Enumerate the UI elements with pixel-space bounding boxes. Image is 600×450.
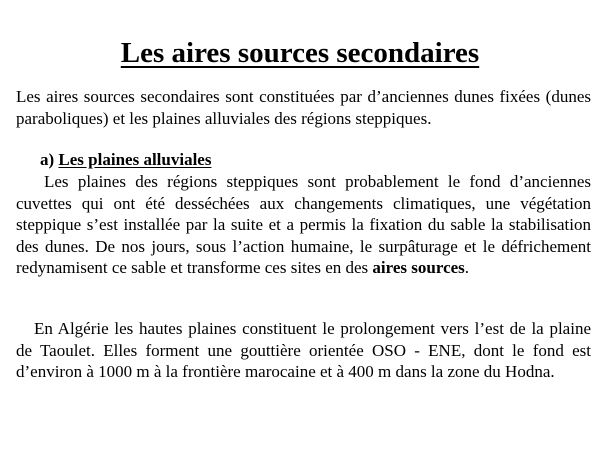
section-heading <box>40 149 211 171</box>
section-heading-text: Les plaines alluviales <box>58 150 212 169</box>
page-title-text: Les aires sources secondaires <box>120 37 480 69</box>
intro-paragraph: Les aires sources secondaires sont constituées par d’anciennes dunes fixées (dunes paraboliques) et les plaines alluviales des régions steppiques. <box>16 87 591 128</box>
page-title <box>0 36 600 70</box>
aires-sources-emphasis: aires sources <box>372 258 465 277</box>
algerie-paragraph: En Algérie les hautes plaines constituent le prolongement vers l’est de la plaine de Taoulet. Elles forment une gouttière orientée OSO - ENE, dont le fond est d’environ à 1000 m à la frontière marocaine et à 400 m dans la zone du Hodna. <box>16 319 591 381</box>
plaines-text: Les plaines des régions steppiques sont probablement le fond d’anciennes cuvettes qui ont été desséchées aux changements climatiques, une végétation steppique s’est installée par la suite et a permis la fixation du sable la stabilisation des dunes. De nos jours, sous l’action humaine, le surpâturage et le défrichement redynamisent ce sable et transforme ces sites en des <box>16 172 591 277</box>
plaines-paragraph <box>16 171 591 279</box>
plaines-end: . <box>464 258 470 277</box>
section-marker: a) <box>40 150 55 169</box>
